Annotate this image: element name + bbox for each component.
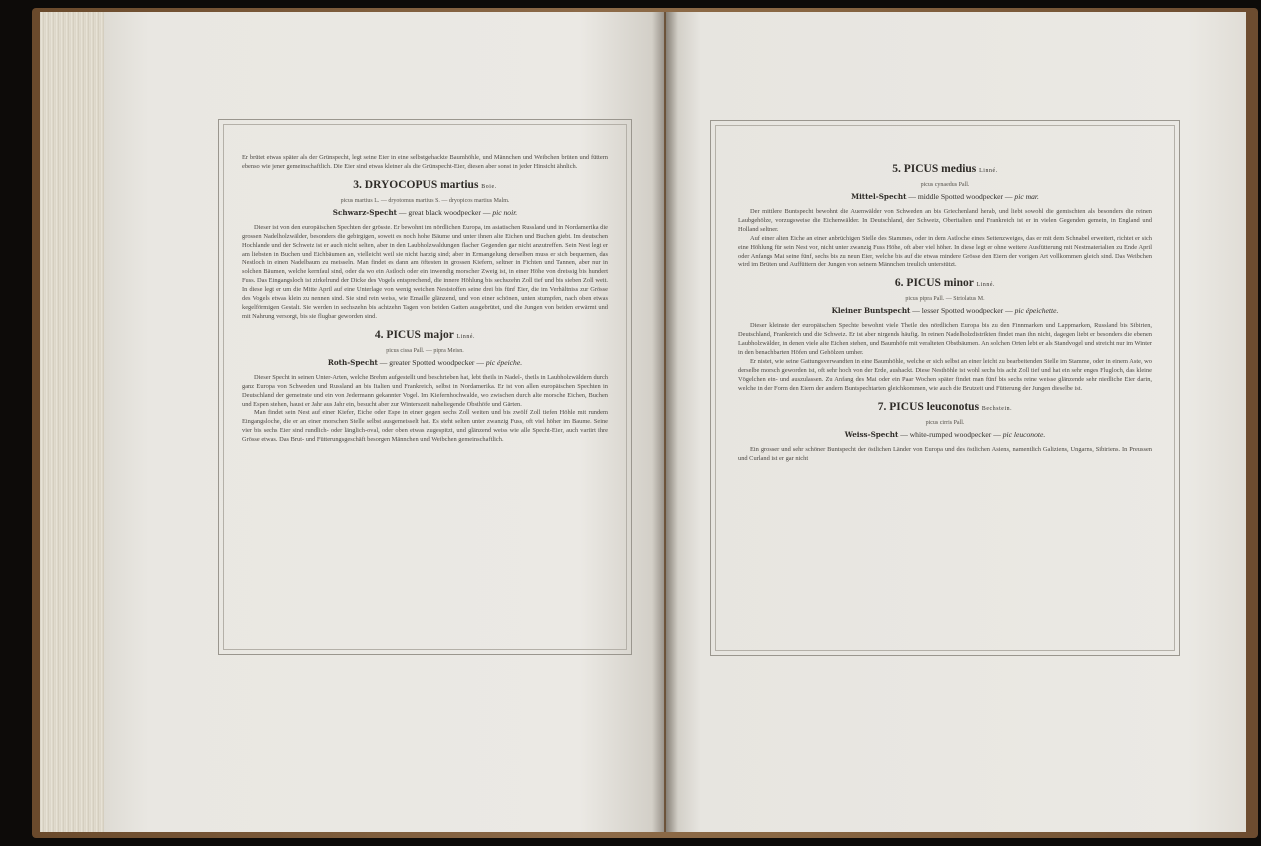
section-6-common-names bbox=[738, 306, 1152, 316]
right-page bbox=[666, 12, 1246, 832]
section-6-author: Linné. bbox=[976, 282, 996, 289]
left-page bbox=[104, 12, 664, 832]
section-4-title: 4. PICUS major bbox=[374, 328, 454, 341]
section-6-synonyms: picus pipra Pall. — Striolatus M. bbox=[905, 296, 985, 303]
section-7-text: Ein grosser und sehr schöner Buntspecht der östlichen Länder von Europa und des östlichen Asiens, namentlich Galiziens, Ungarns, Sibiriens. In Preussen und Curland ist er gar nicht bbox=[738, 445, 1152, 462]
section-3-synonyms: picus martius L. — dryotomus martius S. — dryopicos martius Malm. bbox=[340, 197, 510, 204]
section-4-author: Linné. bbox=[456, 333, 476, 340]
section-5-text-2: Auf einer alten Eiche an einer anbrüchigen Stelle des Stammes, oder in dem Astloche eines Seitenzweiges, das er mit dem Schnabel erweitert, richtet er sich eine Höhlung für sein Nest vor, nicht unter zwanzig Fuss Höhe, oft aber viel höher. In diese legt er ohne weitere Ausfütterung mit Nestmaterialien zu Ende April oder Anfangs Mai seine fünf, sechs bis zu neun Eier, welche bis auf die etwas mindere Grösse den Eiern der vorigen Art vollkommen gleich sind. Das Weibchen wird im Brüten und Auffüttern der Jungen von seinem Männchen treulich unterstützt. bbox=[738, 234, 1152, 269]
section-4-german-name: Roth-Specht bbox=[327, 357, 378, 367]
section-3-english-name: — great black woodpecker — bbox=[397, 207, 493, 217]
section-5-french-name: pic mar. bbox=[1014, 192, 1039, 201]
section-7-german-name: Weiss-Specht bbox=[844, 429, 899, 439]
intro-paragraph: Er brütet etwas später als der Grünspecht, legt seine Eier in eine selbstgehackte Baumhöhle, und Männchen und Weibchen brüten und füttern ebenso wie jener gemeinschaftlich. Die Eier sind etwas kleiner als die Grünspecht-Eier, diesen aber sonst in jeder Hinsicht ähnlich. bbox=[242, 154, 608, 170]
section-3-heading bbox=[242, 178, 608, 194]
section-3-german-name: Schwarz-Specht bbox=[332, 207, 397, 217]
section-4-heading bbox=[242, 328, 608, 344]
section-3-author: Boie. bbox=[481, 183, 497, 190]
section-7-author: Bechstein. bbox=[981, 405, 1013, 412]
section-6-text-1: Dieser kleinste der europäischen Spechte bewohnt viele Theile des nördlichen Europa bis zu den Finnmarken und Lappmarken, Russland bis Sibirien, Deutschland, Frankreich und die Schweiz. Er ist aber nirgends häufig. In reinen Nadelholzdistrikten findet man ihn nicht, dagegen liebt er besonders die ebenen Laubholzwälder, in denen viele alte Eichen stehen, und Baumhöfe mit veralteten Obstbäumen. An solchen Orten lebt er als Standvogel und streicht nur im Winter in den benachbarten Höfen und Gehölzen umher. bbox=[738, 322, 1152, 357]
right-page-text bbox=[738, 156, 1152, 463]
section-6-french-name: pic épeichette. bbox=[1014, 306, 1059, 316]
section-3-french-name: pic noir. bbox=[492, 207, 518, 217]
section-7-french-name: pic leuconote. bbox=[1002, 429, 1046, 439]
section-5-english-name: — middle Spotted woodpecker — bbox=[906, 192, 1015, 201]
section-7-synonyms: picus cirris Pall. bbox=[925, 419, 965, 426]
section-5-common-names bbox=[738, 192, 1152, 202]
section-7-common-names bbox=[738, 430, 1152, 440]
section-7-english-name: — white-rumped woodpecker — bbox=[898, 429, 1003, 439]
section-5-heading bbox=[738, 162, 1152, 178]
section-3-common-names bbox=[242, 208, 608, 218]
section-4-common-names bbox=[242, 358, 608, 368]
section-7-title: 7. PICUS leuconotus bbox=[877, 400, 980, 413]
section-5-author: Linné. bbox=[979, 168, 998, 174]
section-3-text: Dieser ist von den europäischen Spechten der grösste. Er bewohnt im nördlichen Europa, im asiatischen Russland und in Nordamerika die grossen Nadelholzwälder, besonders die gebirgigen, soweit es noch hohe Bäume und unter ihnen alte Eichen und Buchen giebt. Im deutschen Hochlande und der Schweiz ist er auch nicht selten, aber in den Laubholzwaldungen flacher Gegenden gar nicht anzutreffen. Sein Nest legt er am liebsten in Buchen und Eichbäumen an, vielleicht weil sie nicht harzig sind; aber in Ermangelung derselben muss er sich bequemen, das Nestloch in einen Nadelbaum zu meisseln. Man findet es dann am öftesten in grossen Kiefern, seltner in Fichten und Tannen, aber nur in solchen Bäumen, welche kernfaul sind, oder da wo ein Astloch oder ein inwendig morscher Zweig ist, in einer Höhe von dreissig bis hundert Fuss. Das Eingangsloch ist zirkelrund der Dicke des Vogels entsprechend, die innere Höhlung bis sechszehn Zoll tief und bis sieben Zoll weit. In diese legt er um die Mitte April auf eine Unterlage von wenig weichen Neststoffen seine drei bis fünf Eier, die im Verhältniss zur Grösse des Vogels etwas klein zu nennen sind. Sie sind rein weiss, wie Emaille glänzend, und von einer schönen, unten stumpfen, nach oben etwas kegelförmigen Gestalt. Sie werden in sechszehn bis achtzehn Tagen von beiden Gatten ausgebrütet, und die Jungen von beiden erwärmt und mit Nahrung versorgt, bis sie flugbar geworden sind. bbox=[242, 223, 608, 320]
book-gutter bbox=[652, 12, 678, 832]
section-6-text-2: Er nistet, wie seine Gattungsverwandten in eine Baumhöhle, welche er sich selbst an einer leicht zu bearbeitenden Stelle im Stamme, oder in einem Aste, wo derselbe morsch geworden ist, oft sehr hoch von der Erde, aushackt. Diese Nesthöhle ist wohl sechs bis acht Zoll tief und hat ein sehr enges Flugloch, das kleine Vögelchen ein- und auszulassen. Zu Anfang des Mai oder ein Paar Wochen später findet man fünf bis sechs reine weisse glänzende sehr niedliche Eier darin, welche in der Form den Eiern der andern Buntspechtarten gleichkommen, wie auch die Brutzeit und Fütterung der Jungen dieselbe ist. bbox=[738, 357, 1152, 392]
section-4-text-1: Dieser Specht in seinen Unter-Arten, welche Brehm aufgestellt und beschrieben hat, lebt theils in Nadel-, theils in Laubholzwäldern durch ganz Europa von Schweden und Russland an bis Italien und Frankreich, selbst in Nordamerika. Er ist von allen europäischen Spechten in Deutschland der gemeinste und ein von Jedermann gekannter Vogel. Im Kiefernhochwalde, wo zwischen durch alte morsche Eichen, Buchen und Espen stehen, haust er Jahr aus Jahr ein, besucht aber zur Winterszeit naheliegende Obsthöfe und Gärten. bbox=[242, 373, 608, 408]
section-6-heading bbox=[738, 276, 1152, 292]
section-6-german-name: Kleiner Buntspecht bbox=[831, 306, 911, 316]
left-page-text bbox=[242, 154, 608, 445]
section-3-title: 3. DRYOCOPUS martius bbox=[353, 178, 479, 191]
section-5-text-1: Der mittlere Buntspecht bewohnt die Auenwälder von Schweden an bis Griechenland herab, und liebt sowohl die gemischten als besonders die reinen Laubgehölze, vorzugsweise die Eichenwälder. In Deutschland, der Schweiz, Oberitalien und Frankreich ist er in vielen Gegenden gemein, in England und Holland seltner. bbox=[738, 208, 1152, 233]
section-5-synonyms: picus cynaedus Pall. bbox=[920, 182, 970, 188]
section-7-heading bbox=[738, 400, 1152, 416]
section-5-title: 5. PICUS medius bbox=[892, 163, 977, 175]
section-4-french-name: pic épeiche. bbox=[485, 357, 523, 367]
section-6-title: 6. PICUS minor bbox=[894, 277, 974, 290]
section-5-german-name: Mittel-Specht bbox=[851, 192, 907, 201]
section-4-synonyms: picus cissa Pall. — pipra Meisn. bbox=[386, 347, 464, 354]
section-4-text-2: Man findet sein Nest auf einer Kiefer, Eiche oder Espe in einer gegen sechs Zoll weiten und bis zwölf Zoll tiefen Höhle mit rundem Eingangsloche, die er an einer morschen Stelle selbst ausgemeisselt hat. Es steht selten unter zwanzig Fuss, oft viel höher im Baume. Seine vier bis sechs Eier sind rundlich- oder länglich-oval, oder oben etwas zugespitzt, und glänzend weiss wie alle Specht-Eier, auch variirt ihre Grösse etwas. Das Brut- und Fütterungsgeschäft besorgen Männchen und Weibchen gemeinschaftlich. bbox=[242, 409, 608, 444]
page-edges bbox=[40, 12, 110, 832]
section-4-english-name: — greater Spotted woodpecker — bbox=[377, 357, 486, 367]
section-6-english-name: — lesser Spotted woodpecker — bbox=[910, 306, 1015, 316]
